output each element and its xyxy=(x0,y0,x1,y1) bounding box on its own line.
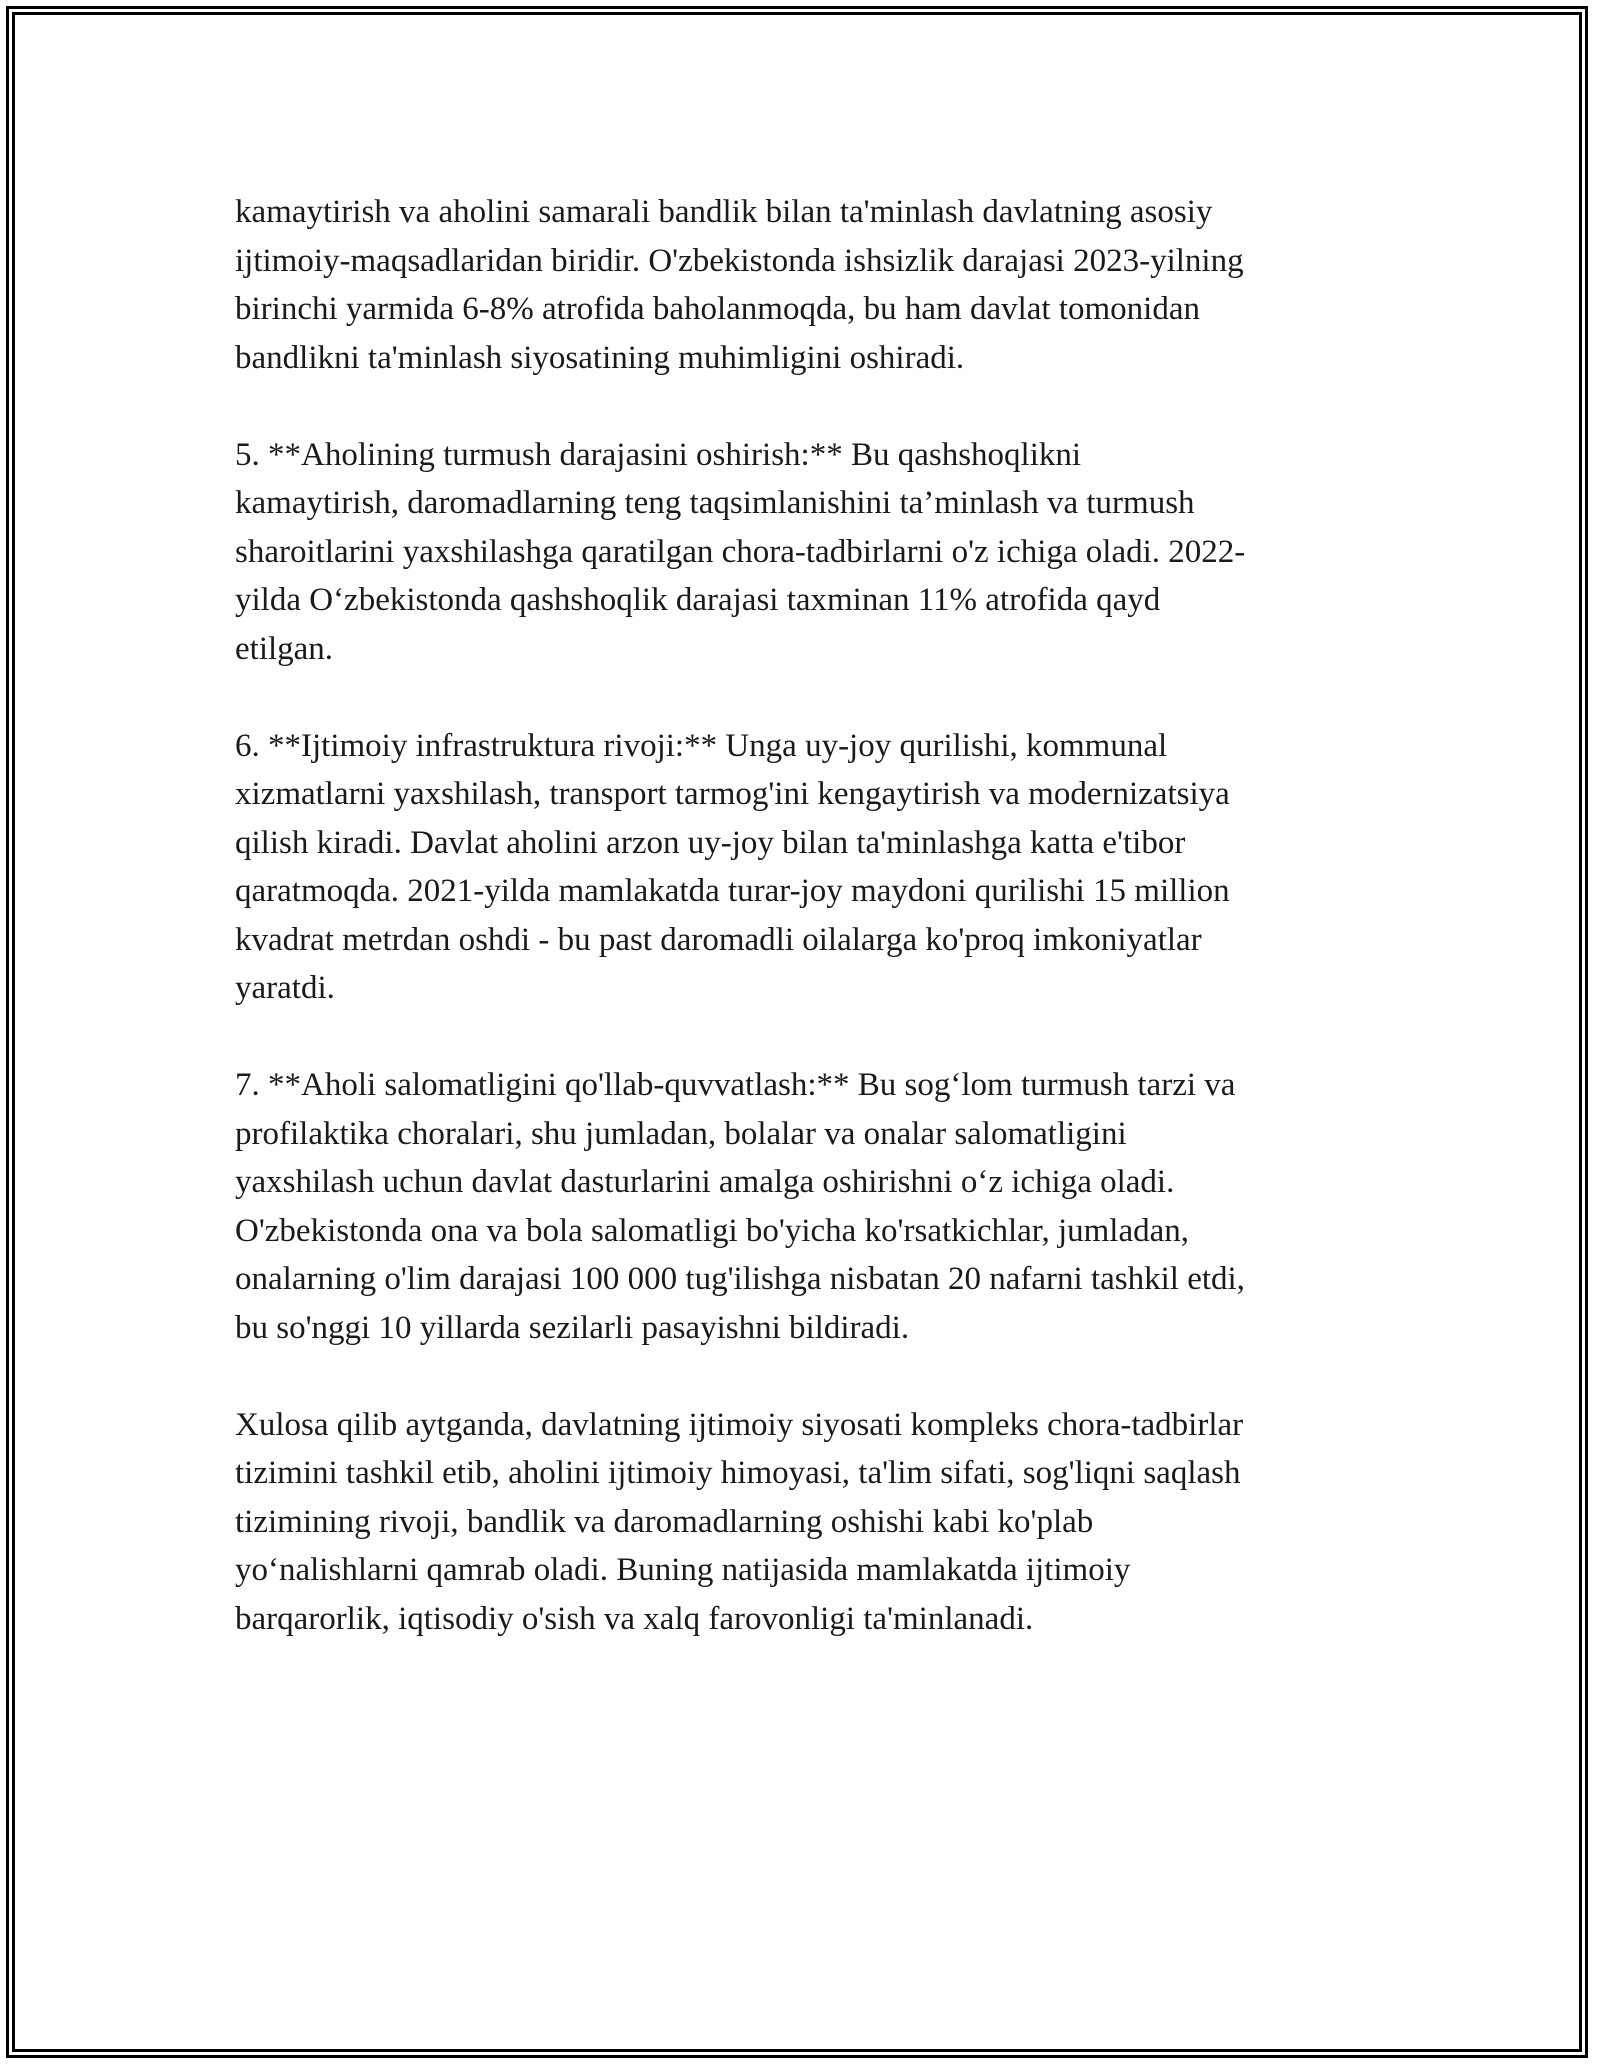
text-line: xizmatlarni yaxshilash, transport tarmog'ini kengaytirish va modernizatsiya xyxy=(235,776,1230,812)
text-line: kamaytirish va aholini samarali bandlik bilan ta'minlash davlatning asosiy xyxy=(235,194,1213,230)
text-line: ijtimoiy-maqsadlaridan biridir. O'zbekistonda ishsizlik darajasi 2023-yilning xyxy=(235,242,1244,279)
text-line: yo‘nalishlarni qamrab oladi. Buning natijasida mamlakatda ijtimoiy xyxy=(235,1552,1131,1588)
paragraph-infrastructure xyxy=(235,722,1365,1013)
text-line: O'zbekistonda ona va bola salomatligi bo'yicha ko'rsatkichlar, jumladan, xyxy=(235,1212,1190,1249)
text-line: 7. **Aholi salomatligini qo'llab-quvvatlash:** Bu sog‘lom turmush tarzi va xyxy=(235,1067,1236,1103)
text-line: sharoitlarini yaxshilashga qaratilgan chora-tadbirlarni o'z ichiga oladi. 2022- xyxy=(235,533,1246,570)
text-line: qilish kiradi. Davlat aholini arzon uy-joy bilan ta'minlashga katta e'tibor xyxy=(235,824,1186,861)
text-line: tizimini tashkil etib, aholini ijtimoiy himoyasi, ta'lim sifati, sog'liqni saqlash xyxy=(235,1455,1241,1491)
paragraph-health xyxy=(235,1061,1365,1352)
text-line: kvadrat metrdan oshdi - bu past daromadli oilalarga ko'proq imkoniyatlar xyxy=(235,921,1202,958)
paragraph-conclusion xyxy=(235,1401,1365,1644)
text-line: barqarorlik, iqtisodiy o'sish va xalq farovonligi ta'minlanadi. xyxy=(235,1600,1034,1637)
text-line: etilgan. xyxy=(235,630,334,667)
text-line: kamaytirish, daromadlarning teng taqsimlanishini ta’minlash va turmush xyxy=(235,485,1195,521)
text-line: bandlikni ta'minlash siyosatining muhimligini oshiradi. xyxy=(235,339,965,376)
text-line: yaratdi. xyxy=(235,970,335,1006)
text-line: yilda O‘zbekistonda qashshoqlik darajasi taxminan 11% atrofida qayd xyxy=(235,582,1161,618)
text-line: profilaktika choralari, shu jumladan, bolalar va onalar salomatligini xyxy=(235,1115,1127,1152)
text-line: 6. **Ijtimoiy infrastruktura rivoji:** Unga uy-joy qurilishi, kommunal xyxy=(235,727,1168,764)
text-line: 5. **Aholining turmush darajasini oshirish:** Bu qashshoqlikni xyxy=(235,436,1082,473)
text-line: tizimining rivoji, bandlik va daromadlarning oshishi kabi ko'plab xyxy=(235,1503,1094,1540)
text-line: yaxshilash uchun davlat dasturlarini amalga oshirishni o‘z ichiga oladi. xyxy=(235,1164,1175,1200)
text-line: onalarning o'lim darajasi 100 000 tug'ilishga nisbatan 20 nafarni tashkil etdi, xyxy=(235,1261,1245,1297)
text-line: birinchi yarmida 6-8% atrofida baholanmoqda, bu ham davlat tomonidan xyxy=(235,291,1200,327)
text-line: Xulosa qilib aytganda, davlatning ijtimoiy siyosati kompleks chora-tadbirlar xyxy=(235,1406,1244,1443)
document-body xyxy=(235,188,1365,1692)
paragraph-living-standards xyxy=(235,431,1365,674)
text-line: bu so'nggi 10 yillarda sezilarli pasayishni bildiradi. xyxy=(235,1309,910,1346)
text-line: qaratmoqda. 2021-yilda mamlakatda turar-joy maydoni qurilishi 15 million xyxy=(235,873,1230,909)
paragraph-employment xyxy=(235,188,1365,382)
